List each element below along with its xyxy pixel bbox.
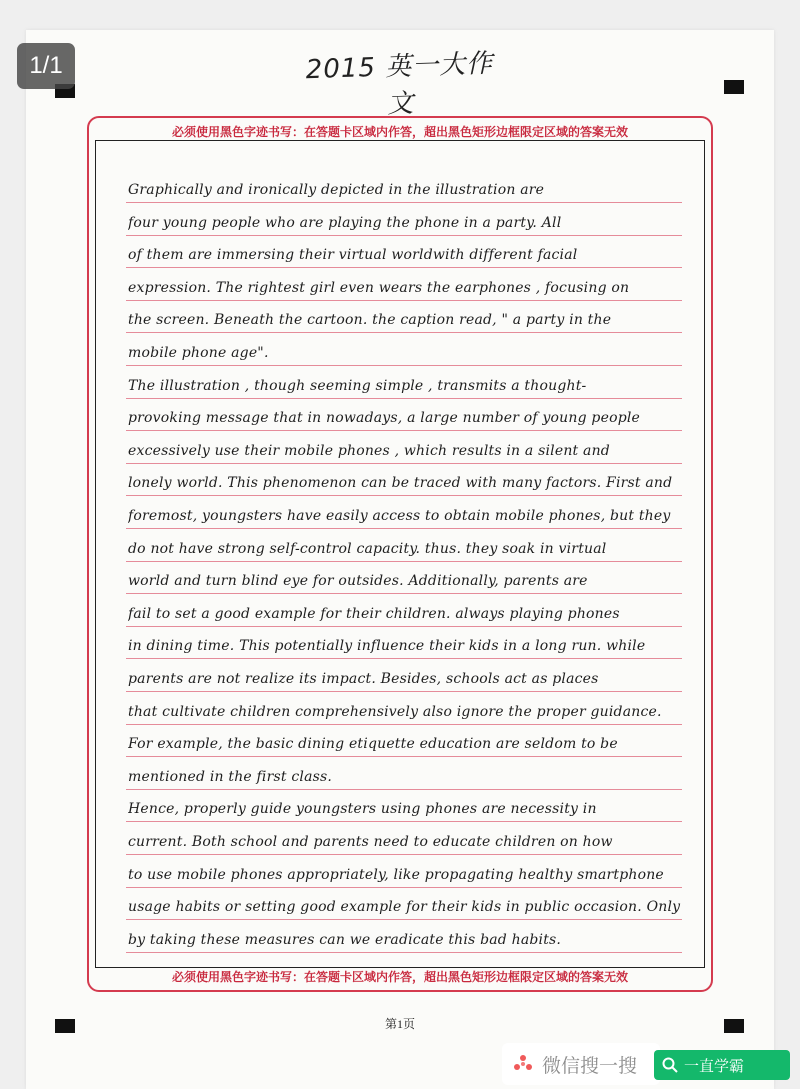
- rule-line: [126, 854, 682, 855]
- rule-line: [126, 724, 682, 725]
- instruction-bottom: 必须使用黑色字迹书写：在答题卡区域内作答，超出黑色矩形边框限定区域的答案无效: [171, 970, 628, 984]
- rule-line: [126, 267, 682, 268]
- essay-line: The illustration , though seeming simple , transmits a thought-: [128, 377, 587, 394]
- rule-line: [126, 561, 682, 562]
- corner-marker-bottom-right: [724, 1019, 744, 1033]
- essay-line: Graphically and ironically depicted in the illustration are: [128, 182, 545, 198]
- weixin-search-label: 微信搜一搜: [542, 1054, 638, 1077]
- essay-line: fail to set a good example for their children. always playing phones: [128, 605, 620, 622]
- weixin-search-watermark: [502, 1043, 660, 1085]
- rule-line: [126, 952, 682, 953]
- rule-line: [126, 202, 682, 203]
- rule-line: [126, 691, 682, 692]
- essay-line: mobile phone age".: [128, 345, 269, 361]
- essay-line: the screen. Beneath the cartoon. the caption read, " a party in the: [128, 312, 612, 329]
- search-button-label: 一直学霸: [684, 1056, 745, 1075]
- essay-line: lonely world. This phenomenon can be traced with many factors. First and: [128, 475, 673, 492]
- essay-line: of them are immersing their virtual worldwith different facial: [128, 247, 578, 264]
- rule-line: [126, 887, 682, 888]
- rule-line: [126, 332, 682, 333]
- search-icon: [662, 1057, 678, 1073]
- rule-line: [126, 495, 682, 496]
- rule-line: [126, 756, 682, 757]
- essay-line: parents are not realize its impact. Besides, schools act as places: [128, 671, 599, 687]
- essay-line: mentioned in the first class.: [128, 768, 333, 785]
- rule-line: [126, 398, 682, 399]
- essay-line: four young people who are playing the phone in a party. All: [128, 214, 562, 231]
- essay-line: world and turn blind eye for outsides. Additionally, parents are: [128, 573, 588, 590]
- rule-line: [126, 235, 682, 236]
- essay-line: by taking these measures can we eradicate this bad habits.: [128, 931, 562, 948]
- page-number: 第1页: [384, 1017, 415, 1031]
- weixin-search-icon: [512, 1053, 534, 1075]
- essay-line: expression. The rightest girl even wears the earphones , focusing on: [128, 279, 630, 296]
- rule-line: [126, 463, 682, 464]
- essay-line: Hence, properly guide youngsters using phones are necessity in: [128, 801, 597, 818]
- rule-line: [126, 658, 682, 659]
- essay-line: to use mobile phones appropriately, like propagating healthy smartphone: [128, 866, 664, 883]
- essay-line: provoking message that in nowadays, a large number of young people: [128, 410, 641, 427]
- rule-line: [126, 821, 682, 822]
- rule-line: [126, 626, 682, 627]
- essay-line: excessively use their mobile phones , which results in a silent and: [128, 442, 610, 459]
- page-counter: 1/1: [17, 43, 75, 89]
- essay-line: do not have strong self-control capacity. thus. they soak in virtual: [128, 540, 607, 557]
- instruction-top: 必须使用黑色字迹书写：在答题卡区域内作答，超出黑色矩形边框限定区域的答案无效: [171, 125, 628, 139]
- essay-line: that cultivate children comprehensively also ignore the proper guidance.: [128, 703, 662, 720]
- corner-marker-bottom-left: [55, 1019, 75, 1033]
- essay-line: current. Both school and parents need to educate children on how: [128, 834, 613, 850]
- rule-line: [126, 365, 682, 366]
- rule-line: [126, 300, 682, 301]
- rule-line: [126, 528, 682, 529]
- rule-line: [126, 593, 682, 594]
- essay-line: usage habits or setting good example for their kids in public occasion. Only: [128, 899, 681, 916]
- essay-line: foremost, youngsters have easily access to obtain mobile phones, but they: [128, 508, 671, 524]
- essay-line: in dining time. This potentially influence their kids in a long run. while: [128, 638, 646, 655]
- essay-line: For example, the basic dining etiquette education are seldom to be: [128, 736, 618, 753]
- rule-line: [126, 789, 682, 790]
- search-button[interactable]: [654, 1050, 790, 1080]
- rule-line: [126, 430, 682, 431]
- rule-line: [126, 919, 682, 920]
- handwritten-title: 2015 英一大作文: [305, 48, 494, 120]
- corner-marker-top-right: [724, 80, 744, 94]
